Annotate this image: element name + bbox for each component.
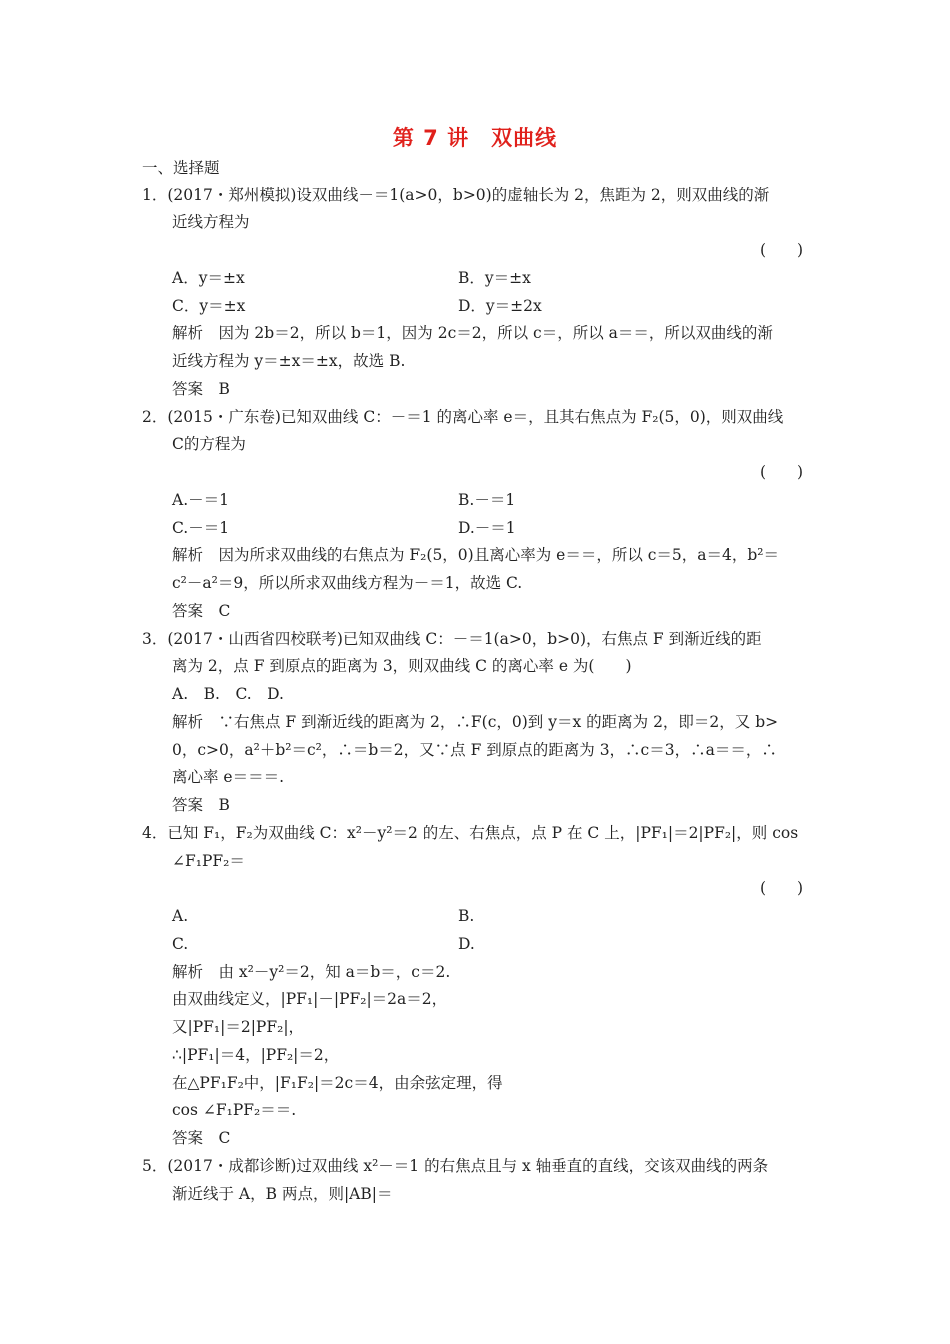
q4-option-d: D. <box>458 935 475 953</box>
q1-option-a: A．y＝±x <box>172 269 245 287</box>
q4-stem-line1: 4．已知 F₁，F₂为双曲线 C：x²－y²＝2 的左、右焦点，点 P 在 C 上，|PF₁|＝2|PF₂|，则 cos <box>142 824 799 842</box>
q3-analysis-line3: 离心率 e＝＝＝. <box>172 768 285 786</box>
q2-option-d: D.－＝1 <box>458 519 516 537</box>
q2-option-b: B.－＝1 <box>458 491 516 509</box>
q4-analysis-line5: 在△PF₁F₂中，|F₁F₂|＝2c＝4，由余弦定理，得 <box>172 1074 503 1092</box>
q1-analysis-line1: 解析 因为 2b＝2，所以 b＝1，因为 2c＝2，所以 c＝，所以 a＝＝，所以双曲线的渐 <box>172 324 773 342</box>
q1-option-b: B．y＝±x <box>458 269 531 287</box>
q3-stem-line2: 离为 2，点 F 到原点的距离为 3，则双曲线 C 的离心率 e 为( ) <box>172 657 632 675</box>
q4-stem-line2: ∠F₁PF₂＝ <box>172 852 245 870</box>
q3-options: A. B. C. D. <box>172 685 284 703</box>
q4-option-a: A. <box>172 907 189 925</box>
q1-analysis-line2: 近线方程为 y＝±x＝±x，故选 B. <box>172 352 406 370</box>
q2-analysis-line2: c²－a²＝9，所以所求双曲线方程为－＝1，故选 C. <box>172 574 523 592</box>
q1-answer: 答案 B <box>172 380 230 398</box>
q2-option-c: C.－＝1 <box>172 519 230 537</box>
q3-answer: 答案 B <box>172 796 230 814</box>
q2-answer: 答案 C <box>172 602 231 620</box>
q2-option-a: A.－＝1 <box>172 491 229 509</box>
q4-analysis-line1: 解析 由 x²－y²＝2，知 a＝b＝，c＝2. <box>172 963 451 981</box>
q5-stem-line1: 5．(2017・成都诊断)过双曲线 x²－＝1 的右焦点且与 x 轴垂直的直线，交该双曲线的两条 <box>142 1157 769 1175</box>
q4-option-b: B. <box>458 907 475 925</box>
q4-option-c: C. <box>172 935 189 953</box>
q1-answer-bracket: ( ) <box>760 241 804 259</box>
q3-stem-line1: 3．(2017・山西省四校联考)已知双曲线 C：－＝1(a>0，b>0)，右焦点 F 到渐近线的距 <box>142 630 762 648</box>
q2-answer-bracket: ( ) <box>760 463 804 481</box>
q4-analysis-line4: ∴|PF₁|＝4，|PF₂|＝2， <box>172 1046 340 1064</box>
q3-analysis-line2: 0，c>0，a²＋b²＝c²，∴＝b＝2，又∵点 F 到原点的距离为 3，∴c＝3，∴a＝＝，∴ <box>172 741 777 759</box>
q5-stem-line2: 渐近线于 A，B 两点，则|AB|＝ <box>172 1185 393 1203</box>
q2-stem-line1: 2．(2015・广东卷)已知双曲线 C：－＝1 的离心率 e＝，且其右焦点为 F₂(5，0)，则双曲线 <box>142 408 784 426</box>
q1-option-d: D．y＝±2x <box>458 297 542 315</box>
q1-option-c: C．y＝±x <box>172 297 246 315</box>
q4-answer: 答案 C <box>172 1129 231 1147</box>
q2-stem-line2: C的方程为 <box>172 435 246 453</box>
page-title: 第 7 讲 双曲线 <box>392 126 558 150</box>
q1-stem-line1: 1．(2017・郑州模拟)设双曲线－＝1(a>0，b>0)的虚轴长为 2，焦距为 2，则双曲线的渐 <box>142 186 770 204</box>
section-heading: 一、选择题 <box>142 159 220 177</box>
q2-analysis-line1: 解析 因为所求双曲线的右焦点为 F₂(5，0)且离心率为 e＝＝，所以 c＝5，a＝4，b²＝ <box>172 546 780 564</box>
q4-analysis-line3: 又|PF₁|＝2|PF₂|， <box>172 1018 305 1036</box>
q4-answer-bracket: ( ) <box>760 879 804 897</box>
q3-analysis-line1: 解析 ∵右焦点 F 到渐近线的距离为 2，∴F(c，0)到 y＝x 的距离为 2，即＝2，又 b> <box>172 713 779 731</box>
q4-analysis-line2: 由双曲线定义，|PF₁|－|PF₂|＝2a＝2， <box>172 990 448 1008</box>
q4-analysis-line6: cos ∠F₁PF₂＝＝. <box>172 1101 297 1119</box>
q1-stem-line2: 近线方程为 <box>172 213 250 231</box>
